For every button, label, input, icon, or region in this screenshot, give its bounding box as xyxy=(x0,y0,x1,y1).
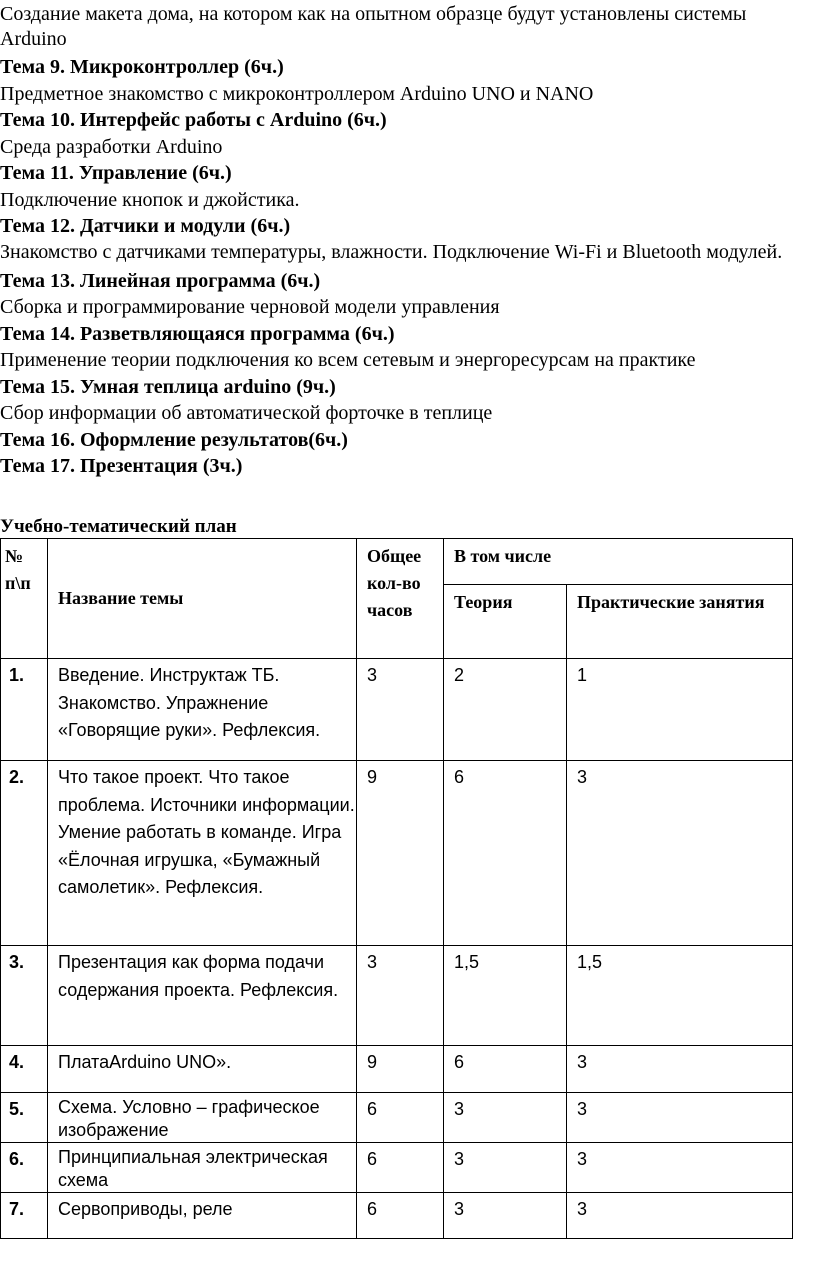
row-topic: Что такое проект. Что такое проблема. Источники информации. Умение работать в команде. Игра «Ёлочная игрушка, «Бумажный самолетик». Рефлексия. xyxy=(48,761,357,946)
row-number: 5. xyxy=(1,1093,48,1143)
table-row xyxy=(1,946,793,1046)
row-number: 3. xyxy=(1,946,48,1046)
topic-title: Тема 10. Интерфейс работы с Arduino (6ч.) xyxy=(0,109,387,131)
row-total: 9 xyxy=(357,761,444,946)
topics-list xyxy=(0,54,800,480)
row-practice: 3 xyxy=(567,1193,793,1239)
row-number: 1. xyxy=(1,659,48,761)
table-row xyxy=(1,1093,793,1143)
topic-title: Тема 14. Разветвляющаяся программа (6ч.) xyxy=(0,322,395,345)
header-total-hours: Общее кол-во часов xyxy=(357,539,444,659)
table-row xyxy=(1,1143,793,1193)
row-number: 2. xyxy=(1,761,48,946)
topic-description: Сборка и программирование черновой модели управления xyxy=(0,296,500,318)
row-topic: Схема. Условно – графическое изображение xyxy=(48,1093,357,1143)
topic-description: Предметное знакомство с микроконтроллером Arduino UNO и NANO xyxy=(0,82,594,105)
topic-title: Тема 12. Датчики и модули (6ч.) xyxy=(0,215,291,237)
topic-title: Тема 16. Оформление результатов(6ч.) xyxy=(0,428,348,451)
row-practice: 3 xyxy=(567,1143,793,1193)
topic-title: Тема 17. Презентация (3ч.) xyxy=(0,455,243,477)
topic-title: Тема 13. Линейная программа (6ч.) xyxy=(0,269,321,292)
table-row xyxy=(1,1046,793,1093)
header-theory: Теория xyxy=(444,585,567,659)
topic-description: Знакомство с датчиками температуры, влажности. Подключение Wi-Fi и Bluetooth модулей. xyxy=(0,240,783,263)
row-theory: 3 xyxy=(444,1193,567,1239)
row-practice: 1,5 xyxy=(567,946,793,1046)
topic-description: Среда разработки Arduino xyxy=(0,135,223,158)
row-number: 6. xyxy=(1,1143,48,1193)
topic-title: Тема 11. Управление (6ч.) xyxy=(0,162,232,184)
topic-description: Сбор информации об автоматической форточке в теплице xyxy=(0,402,493,424)
row-practice: 3 xyxy=(567,761,793,946)
table-row xyxy=(1,659,793,761)
header-including: В том числе xyxy=(444,539,793,585)
row-topic: Принципиальная электрическая схема xyxy=(48,1143,357,1193)
topic-title: Тема 9. Микроконтроллер (6ч.) xyxy=(0,56,284,78)
row-theory: 3 xyxy=(444,1093,567,1143)
row-total: 3 xyxy=(357,659,444,761)
topic-description: Подключение кнопок и джойстика. xyxy=(0,188,300,211)
intro-paragraph: Создание макета дома, на котором как на опытном образце будут установлены системы Arduino xyxy=(0,3,747,50)
table-header-row xyxy=(1,539,793,585)
header-practice: Практические занятия xyxy=(567,585,793,659)
row-total: 3 xyxy=(357,946,444,1046)
row-practice: 3 xyxy=(567,1046,793,1093)
row-practice: 3 xyxy=(567,1093,793,1143)
row-theory: 6 xyxy=(444,1046,567,1093)
row-topic: Презентация как форма подачи содержания проекта. Рефлексия. xyxy=(48,946,357,1046)
row-topic: ПлатаArduino UNO». xyxy=(48,1046,357,1093)
row-theory: 2 xyxy=(444,659,567,761)
row-theory: 1,5 xyxy=(444,946,567,1046)
row-total: 6 xyxy=(357,1143,444,1193)
table-row xyxy=(1,761,793,946)
row-total: 6 xyxy=(357,1193,444,1239)
row-topic: Введение. Инструктаж ТБ. Знакомство. Упражнение «Говорящие руки». Рефлексия. xyxy=(48,659,357,761)
plan-title: Учебно-тематический план xyxy=(0,516,237,537)
header-topic-name: Название темы xyxy=(48,539,357,659)
row-total: 6 xyxy=(357,1093,444,1143)
row-total: 9 xyxy=(357,1046,444,1093)
row-topic: Сервоприводы, реле xyxy=(48,1193,357,1239)
row-number: 4. xyxy=(1,1046,48,1093)
row-number: 7. xyxy=(1,1193,48,1239)
row-theory: 3 xyxy=(444,1143,567,1193)
row-theory: 6 xyxy=(444,761,567,946)
topic-title: Тема 15. Умная теплица arduino (9ч.) xyxy=(0,375,336,398)
table-row xyxy=(1,1193,793,1239)
row-practice: 1 xyxy=(567,659,793,761)
topic-description: Применение теории подключения ко всем сетевым и энергоресурсам на практике xyxy=(0,349,696,371)
header-number: № п\п xyxy=(1,539,48,659)
thematic-plan-table xyxy=(0,538,793,1239)
